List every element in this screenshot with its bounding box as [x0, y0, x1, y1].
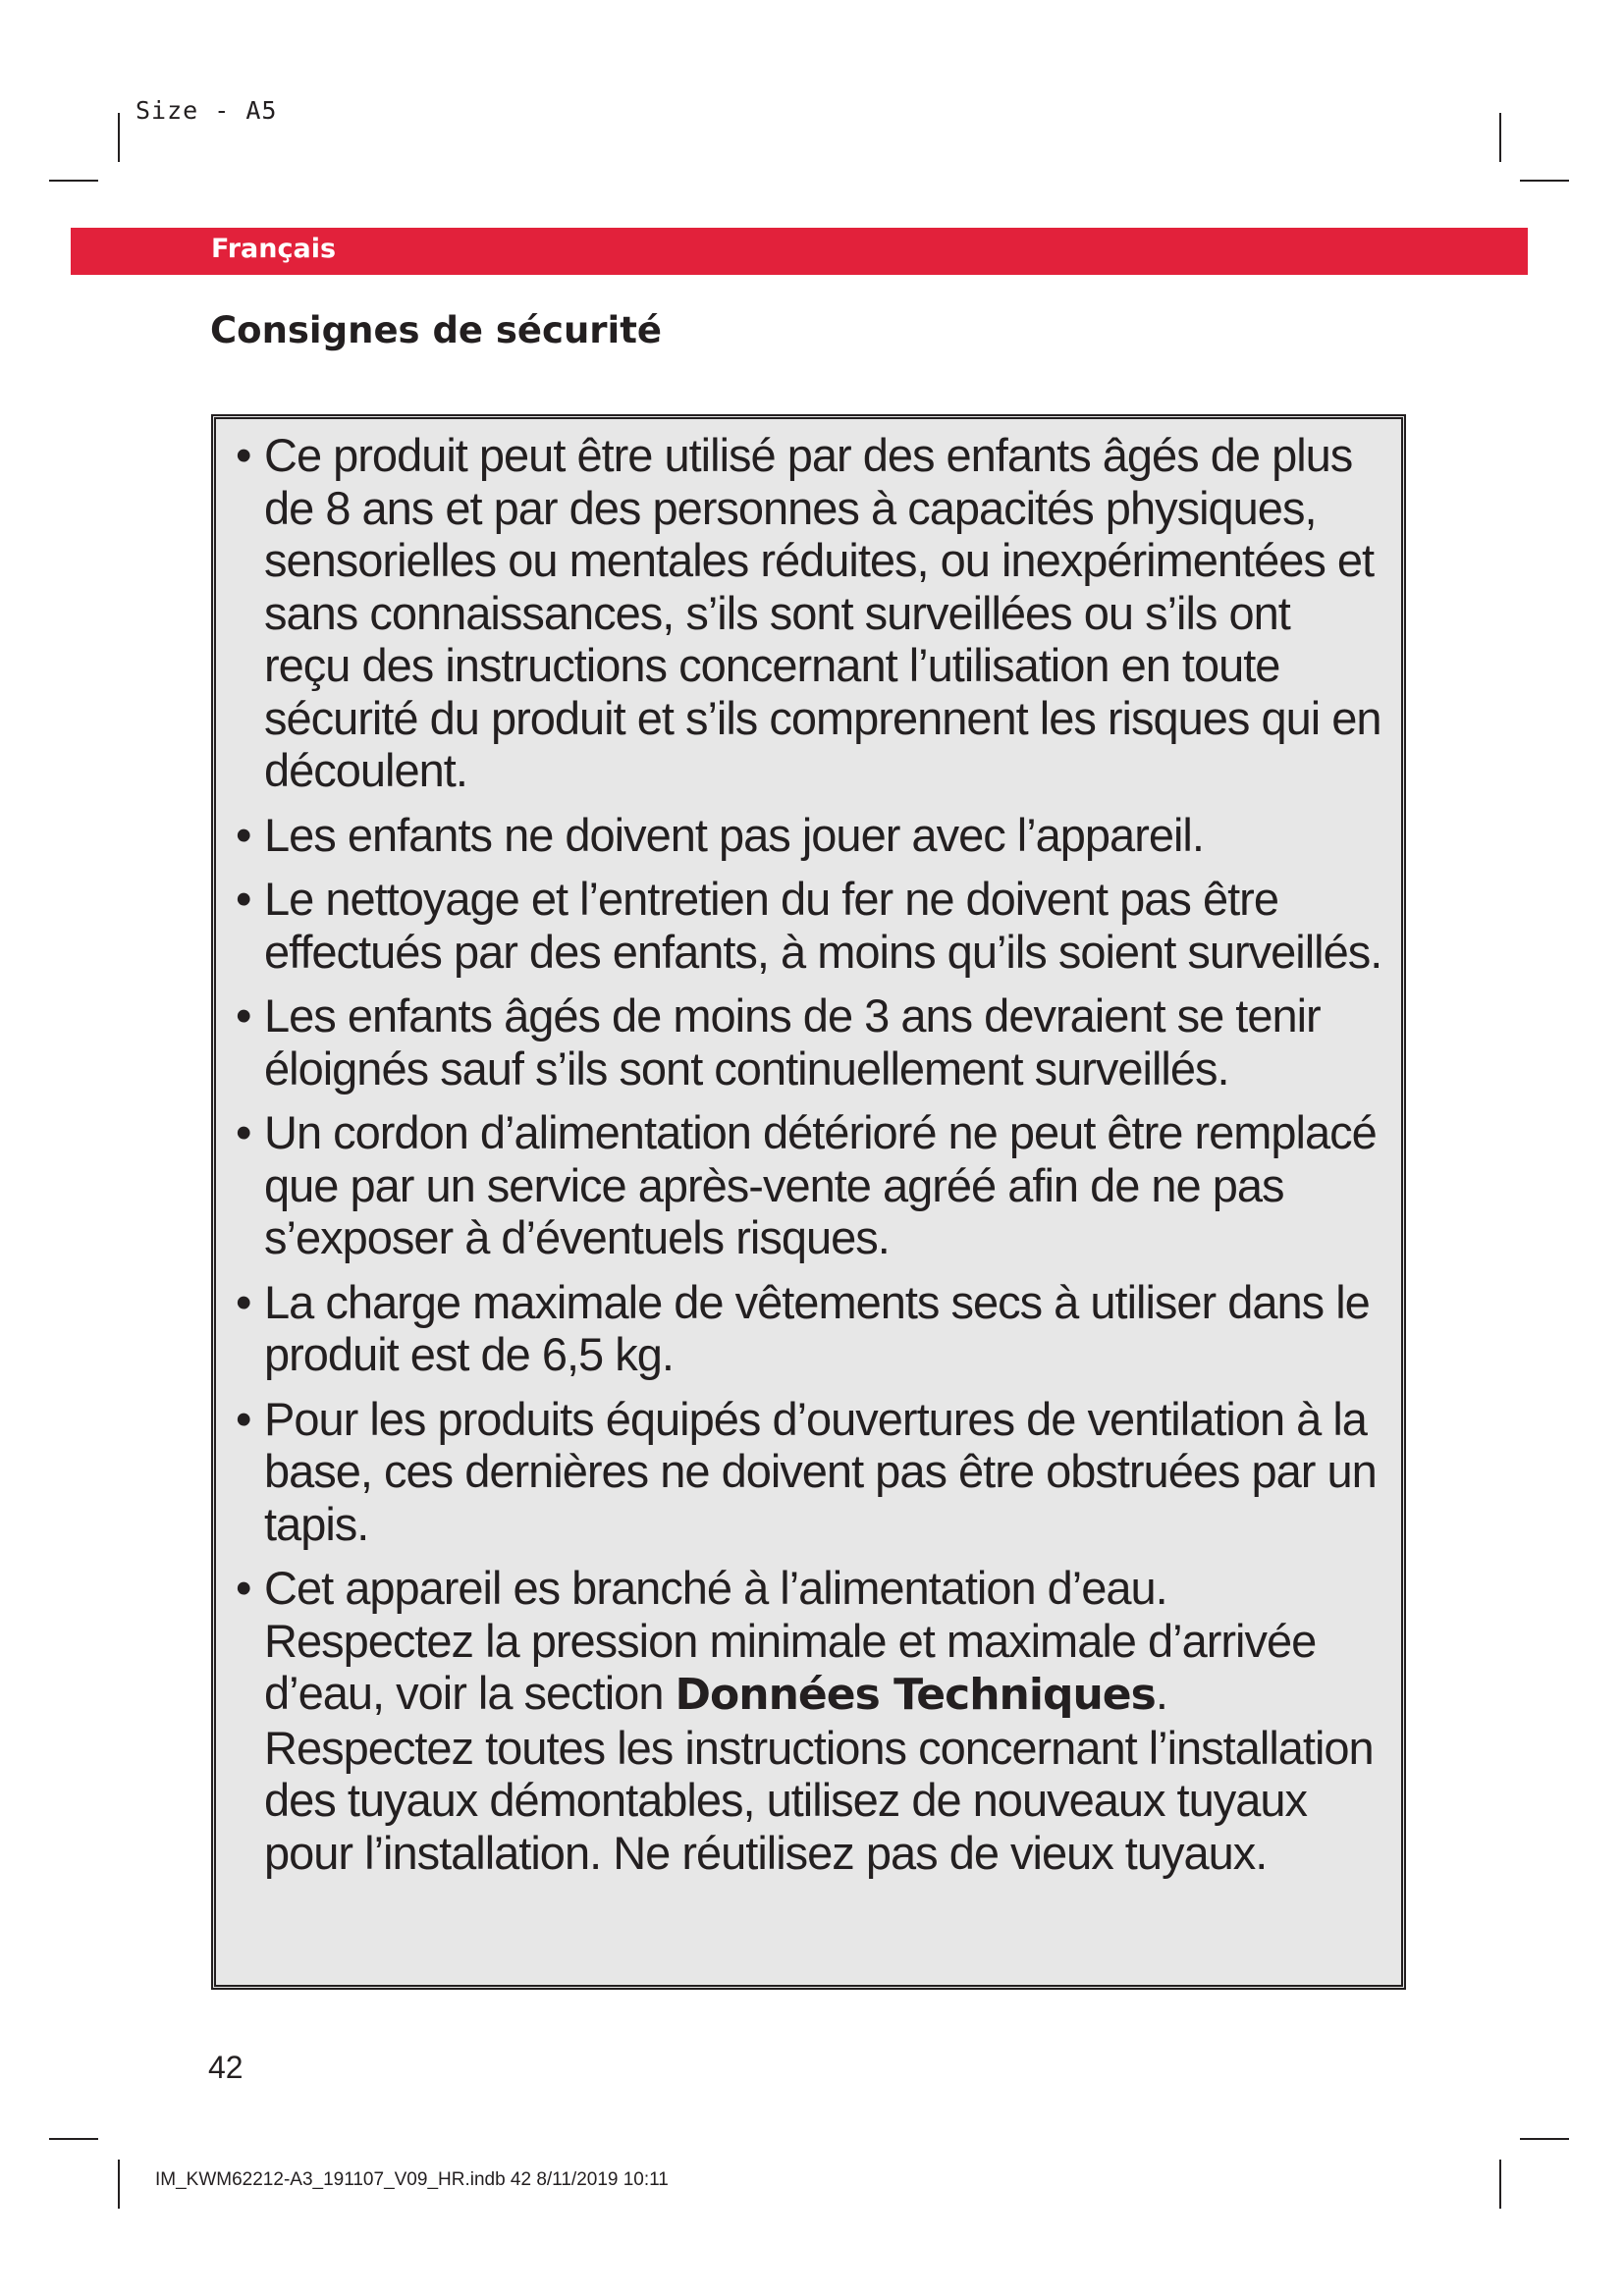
crop-mark-bottom-left-horizontal	[49, 2138, 98, 2140]
crop-mark-top-left-vertical	[118, 113, 120, 162]
crop-mark-bottom-left-vertical	[118, 2160, 120, 2209]
safety-item	[236, 989, 1384, 1095]
safety-item-text: La charge maximale de vêtements secs à utiliser dans le produit est de 6,5 kg.	[264, 1275, 1370, 1380]
crop-mark-bottom-right-vertical	[1499, 2160, 1501, 2209]
bullet-icon: •	[236, 1106, 251, 1158]
bullet-icon: •	[236, 989, 251, 1041]
technical-data-reference: Données Techniques	[675, 1670, 1156, 1720]
size-label: Size - A5	[135, 96, 278, 125]
bullet-icon: •	[236, 1392, 251, 1445]
crop-mark-bottom-right-horizontal	[1520, 2138, 1569, 2140]
safety-item	[236, 873, 1384, 978]
safety-item	[236, 1276, 1384, 1381]
bullet-icon: •	[236, 1562, 251, 1614]
safety-item-text-after: . Respectez toutes les instructions concernant l’installation des tuyaux démontables, utilisez de nouveaux tuyaux pour l’installation. Ne réutilisez pas de vieux tuyaux.	[264, 1667, 1374, 1879]
safety-item	[236, 1393, 1384, 1551]
safety-item	[236, 1106, 1384, 1264]
safety-item-text: Les enfants âgés de moins de 3 ans devraient se tenir éloignés sauf s’ils sont continuellement surveillés.	[264, 989, 1321, 1095]
safety-item-water-connection	[236, 1562, 1384, 1879]
language-header-bar	[71, 228, 1528, 275]
safety-item-text: Un cordon d’alimentation détérioré ne peut être remplacé que par un service après-vente agréé afin de ne pas s’exposer à d’éventuels risques.	[264, 1106, 1377, 1263]
file-info-slug: IM_KWM62212-A3_191107_V09_HR.indb 42 8/11/2019 10:11	[155, 2169, 669, 2190]
bullet-icon: •	[236, 1275, 251, 1328]
safety-item	[236, 429, 1384, 797]
safety-instructions-list	[236, 429, 1384, 1891]
safety-item-text-before: Cet appareil es branché à l’alimentation d’eau. Respectez la pression minimale et maximale d’arrivée d’eau, voir la section	[264, 1562, 1317, 1719]
safety-item	[236, 809, 1384, 862]
safety-item-text: Ce produit peut être utilisé par des enfants âgés de plus de 8 ans et par des personnes à capacités physiques, sensorielles ou mentales réduites, ou inexpérimentées et sans connaissances, s’ils sont surveillées ou s’ils ont reçu des instructions concernant l’utilisation en toute sécurité du produit et s’ils comprennent les risques qui en découlent.	[264, 429, 1381, 796]
page-number: 42	[208, 2050, 244, 2085]
bullet-icon: •	[236, 429, 251, 481]
safety-item-text: Pour les produits équipés d’ouvertures de ventilation à la base, ces dernières ne doivent pas être obstruées par un tapis.	[264, 1392, 1377, 1550]
safety-item-text: Le nettoyage et l’entretien du fer ne doivent pas être effectués par des enfants, à moins qu’ils soient surveillés.	[264, 873, 1382, 978]
safety-item-text: Les enfants ne doivent pas jouer avec l’appareil.	[264, 808, 1204, 861]
section-title: Consignes de sécurité	[210, 309, 663, 351]
bullet-icon: •	[236, 808, 251, 861]
language-label: Français	[211, 234, 337, 264]
crop-mark-top-right-vertical	[1499, 113, 1501, 162]
bullet-icon: •	[236, 873, 251, 925]
crop-mark-top-left-horizontal	[49, 180, 98, 182]
crop-mark-top-right-horizontal	[1520, 180, 1569, 182]
safety-instructions-box	[211, 414, 1406, 1990]
